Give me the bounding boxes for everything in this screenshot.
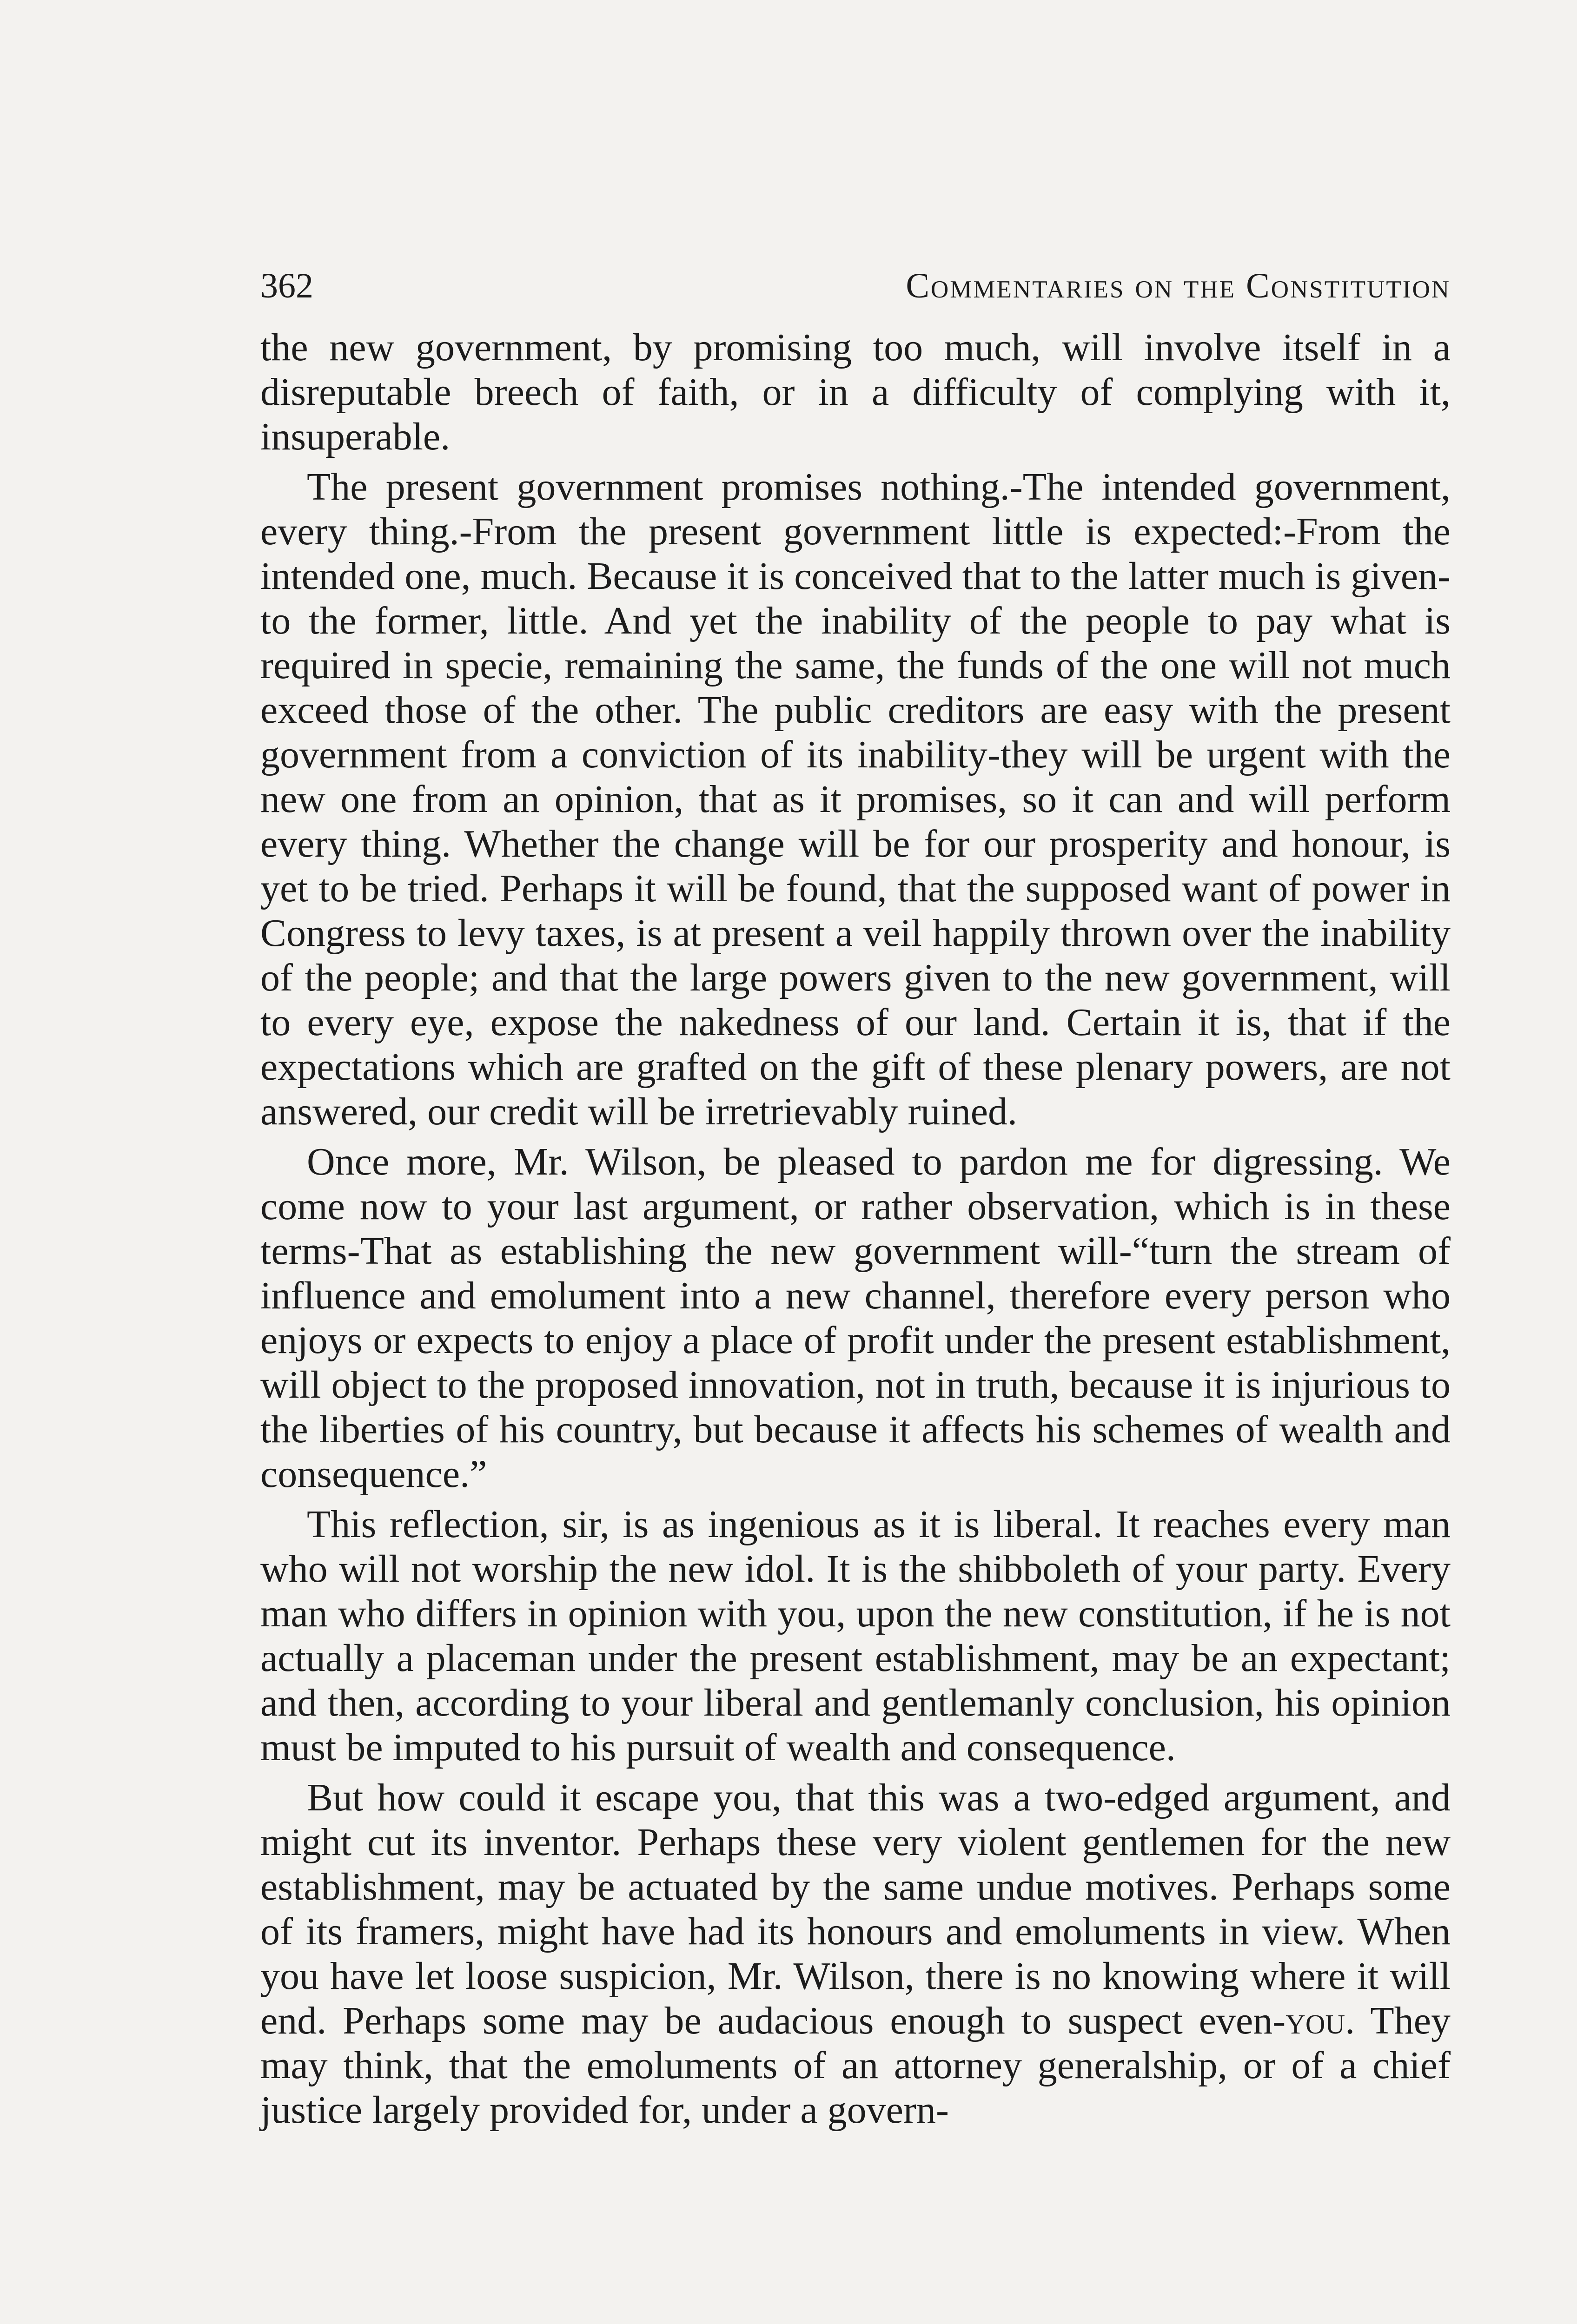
page-number: 362 bbox=[260, 266, 313, 305]
paragraph: Once more, Mr. Wilson, be pleased to pardon me for digressing. We come now to your last argument, or rather observation, which is in these terms-That as establishing the new government will-“turn the stream of influence and emolument into a new channel, therefore every person who enjoys or expects to enjoy a place of profit under the present establishment, will object to the proposed innovation, not in truth, because it is injurious to the liberties of his country, but because it affects his schemes of wealth and consequence.” bbox=[260, 1140, 1451, 1496]
paragraph-text: But how could it escape you, that this was a two-edged argument, and might cut its inventor. Perhaps these very violent gentlemen for the new establishment, may be actuated by the same undue motives. Perhaps some of its framers, might have had its honours and emoluments in view. When you have let loose suspicion, Mr. Wilson, there is no knowing where it will end. Perhaps some may be audacious enough to suspect even- bbox=[260, 1776, 1451, 2042]
document-page bbox=[260, 251, 1451, 2138]
paragraph: This reflection, sir, is as ingenious as it is liberal. It reaches every man who will not worship the new idol. It is the shibboleth of your party. Every man who differs in opinion with you, upon the new constitution, if he is not actually a placeman under the present establishment, may be an expectant; and then, according to your liberal and gentlemanly conclusion, his opinion must be imputed to his pursuit of wealth and consequence. bbox=[260, 1503, 1451, 1769]
running-title: Commentaries on the Constitution bbox=[906, 266, 1451, 305]
small-caps-word: you bbox=[1285, 1999, 1345, 2042]
paragraph: The present government promises nothing.-The intended government, every thing.-From the present government little is expected:-From the intended one, much. Because it is conceived that to the latter much is given-to the former, little. And yet the inability of the people to pay what is required in specie, remaining the same, the funds of the one will not much exceed those of the other. The public creditors are easy with the present government from a conviction of its inability-they will be urgent with the new one from an opinion, that as it promises, so it can and will perform every thing. Whether the change will be for our prosperity and honour, is yet to be tried. Perhaps it will be found, that the supposed want of power in Congress to levy taxes, is at present a veil happily thrown over the inability of the people; and that the large powers given to the new government, will to every eye, expose the nakedness of our land. Certain it is, that if the expectations which are grafted on the gift of these plenary powers, are not answered, our credit will be irretrievably ruined. bbox=[260, 465, 1451, 1133]
body-text bbox=[260, 325, 1451, 2133]
paragraph bbox=[260, 1776, 1451, 2133]
running-head bbox=[260, 251, 1451, 321]
paragraph-continuation: the new government, by promising too much, will involve itself in a disreputable breech of faith, or in a difficulty of complying with it, insuperable. bbox=[260, 326, 1451, 458]
paragraph-text: . They may think, that the emoluments of an attorney generalship, or of a chief justice largely provided for, under a govern- bbox=[260, 1999, 1451, 2132]
